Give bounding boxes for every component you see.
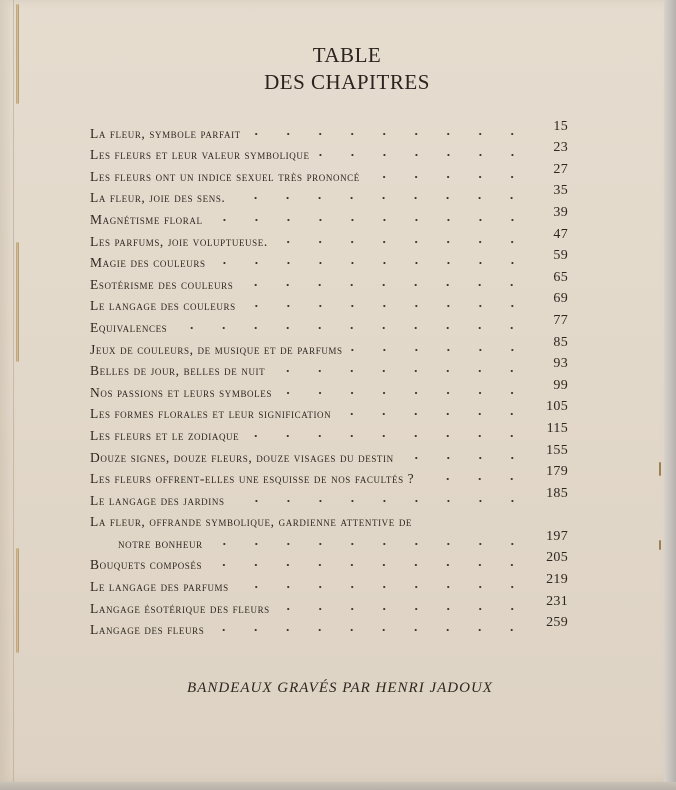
toc-entry bbox=[90, 401, 568, 423]
heading-line-2: DES CHAPITRES bbox=[264, 70, 430, 94]
toc-entry-page-number: 15 bbox=[553, 118, 568, 134]
toc-entry-continuation bbox=[90, 530, 568, 552]
toc-entry bbox=[90, 573, 568, 595]
toc-entry-title: Le langage des couleurs bbox=[90, 298, 236, 314]
toc-entry bbox=[90, 466, 568, 488]
toc-entry-title: Belles de jour, belles de nuit bbox=[90, 363, 266, 379]
toc-entry-page-number: 39 bbox=[553, 204, 568, 220]
toc-entry-page-number: 35 bbox=[553, 183, 568, 199]
toc-entry bbox=[90, 487, 568, 509]
toc-entry-title: Les fleurs offrent-elles une esquisse de nos facultés ? bbox=[90, 471, 415, 487]
toc-entry-title: Les fleurs ont un indice sexuel très prononcé bbox=[90, 168, 360, 184]
toc-entry-page-number: 205 bbox=[546, 550, 568, 566]
toc-entry-page-number: 27 bbox=[553, 161, 568, 177]
toc-entry-page-number: 69 bbox=[553, 291, 568, 307]
toc-entry-title: Le langage des parfums bbox=[90, 579, 229, 595]
toc-entry bbox=[90, 379, 568, 401]
dot-leader bbox=[208, 560, 524, 570]
toc-entry-page-number: 115 bbox=[546, 420, 568, 436]
toc-entry-title: Langage ésotérique des fleurs bbox=[90, 600, 270, 616]
toc-entry-page-number: 231 bbox=[546, 593, 568, 609]
dot-leader bbox=[209, 215, 524, 225]
toc-entry bbox=[90, 228, 568, 250]
toc-entry bbox=[90, 617, 568, 639]
toc-entry-title: Les fleurs et le zodiaque bbox=[90, 427, 240, 443]
toc-entry-title: Magnétisme floral bbox=[90, 211, 203, 227]
dot-leader bbox=[349, 345, 524, 355]
toc-entry-title: Equivalences bbox=[90, 319, 168, 335]
toc-entry bbox=[90, 444, 568, 466]
background-edge-right bbox=[664, 0, 676, 790]
toc-entry-title-continued: notre bonheur bbox=[118, 535, 203, 551]
toc-entry-page-number: 85 bbox=[553, 334, 568, 350]
toc-entry bbox=[90, 206, 568, 228]
toc-entry-title: La fleur, joie des sens. bbox=[90, 190, 226, 206]
dot-leader bbox=[278, 388, 524, 398]
dot-leader bbox=[420, 474, 524, 484]
toc-entry-title: Esotérisme des couleurs bbox=[90, 276, 234, 292]
dot-leader bbox=[173, 323, 524, 333]
toc-entry-title: La fleur, offrande symbolique, gardienne attentive de bbox=[90, 514, 413, 530]
toc-entry bbox=[90, 271, 568, 293]
toc-entry bbox=[90, 509, 568, 531]
toc-entry-page-number: 77 bbox=[553, 312, 568, 328]
toc-entry bbox=[90, 336, 568, 358]
toc-entry-title: Les formes florales et leur signification bbox=[90, 406, 332, 422]
toc-entry bbox=[90, 142, 568, 164]
toc-entry-page-number: 59 bbox=[553, 248, 568, 264]
toc-entry-title: Bouquets composés bbox=[90, 557, 203, 573]
dot-leader bbox=[245, 431, 524, 441]
dot-leader bbox=[366, 172, 524, 182]
toc-entry-title: Les parfums, joie voluptueuse. bbox=[90, 233, 268, 249]
toc-entry-title: Langage des fleurs bbox=[90, 622, 205, 638]
dot-leader bbox=[247, 129, 524, 139]
binding-thread bbox=[16, 242, 19, 362]
toc-entry-page-number: 93 bbox=[553, 356, 568, 372]
toc-entry bbox=[90, 185, 568, 207]
toc-entry bbox=[90, 293, 568, 315]
toc-entry bbox=[90, 250, 568, 272]
toc-entry bbox=[90, 120, 568, 142]
toc-entry-title: Les fleurs et leur valeur symbolique bbox=[90, 147, 310, 163]
toc-entry-page-number: 155 bbox=[546, 442, 568, 458]
dot-leader bbox=[271, 366, 524, 376]
dot-leader bbox=[274, 237, 524, 247]
dot-leader bbox=[231, 193, 524, 203]
dot-leader bbox=[400, 453, 524, 463]
toc-entry-page-number: 185 bbox=[546, 485, 568, 501]
dot-leader bbox=[231, 496, 524, 506]
toc-entry-title: Douze signes, douze fleurs, douze visages du destin bbox=[90, 449, 394, 465]
toc-entry bbox=[90, 552, 568, 574]
toc-entry-title: Nos passions et leurs symboles bbox=[90, 384, 272, 400]
dot-leader bbox=[212, 258, 524, 268]
dot-leader bbox=[316, 150, 524, 160]
background-edge-bottom bbox=[0, 782, 676, 790]
dot-leader bbox=[337, 409, 524, 419]
dot-leader bbox=[209, 539, 524, 549]
toc-entry-page-number: 105 bbox=[546, 399, 568, 415]
table-of-contents bbox=[90, 120, 568, 638]
toc-entry bbox=[90, 595, 568, 617]
engraving-credit: BANDEAUX GRAVÉS PAR HENRI JADOUX bbox=[187, 680, 493, 696]
page-heading bbox=[0, 42, 664, 96]
binding-thread bbox=[16, 548, 19, 653]
toc-entry bbox=[90, 422, 568, 444]
page-edge-mark bbox=[659, 462, 661, 476]
toc-entry-page-number: 23 bbox=[553, 140, 568, 156]
dot-leader bbox=[276, 604, 524, 614]
toc-entry-page-number: 179 bbox=[546, 464, 568, 480]
toc-entry bbox=[90, 314, 568, 336]
dot-leader bbox=[239, 280, 524, 290]
dot-leader bbox=[210, 625, 524, 635]
dot-leader bbox=[235, 582, 524, 592]
toc-entry-page-number: 65 bbox=[553, 269, 568, 285]
toc-entry-page-number: 197 bbox=[546, 528, 568, 544]
toc-entry-page-number: 259 bbox=[546, 615, 568, 631]
toc-entry-page-number: 47 bbox=[553, 226, 568, 242]
page-edge-mark bbox=[659, 540, 661, 550]
toc-entry bbox=[90, 358, 568, 380]
spine-gutter bbox=[13, 0, 14, 782]
toc-entry-page-number: 219 bbox=[546, 572, 568, 588]
toc-entry-page-number: 99 bbox=[553, 377, 568, 393]
toc-entry-title: Le langage des jardins bbox=[90, 492, 225, 508]
heading-line-1: TABLE bbox=[312, 43, 382, 67]
dot-leader bbox=[242, 301, 524, 311]
toc-entry-title: La fleur, symbole parfait bbox=[90, 125, 241, 141]
toc-entry bbox=[90, 163, 568, 185]
toc-entry-title: Magie des couleurs bbox=[90, 255, 206, 271]
toc-entry-title: Jeux de couleurs, de musique et de parfums bbox=[90, 341, 343, 357]
